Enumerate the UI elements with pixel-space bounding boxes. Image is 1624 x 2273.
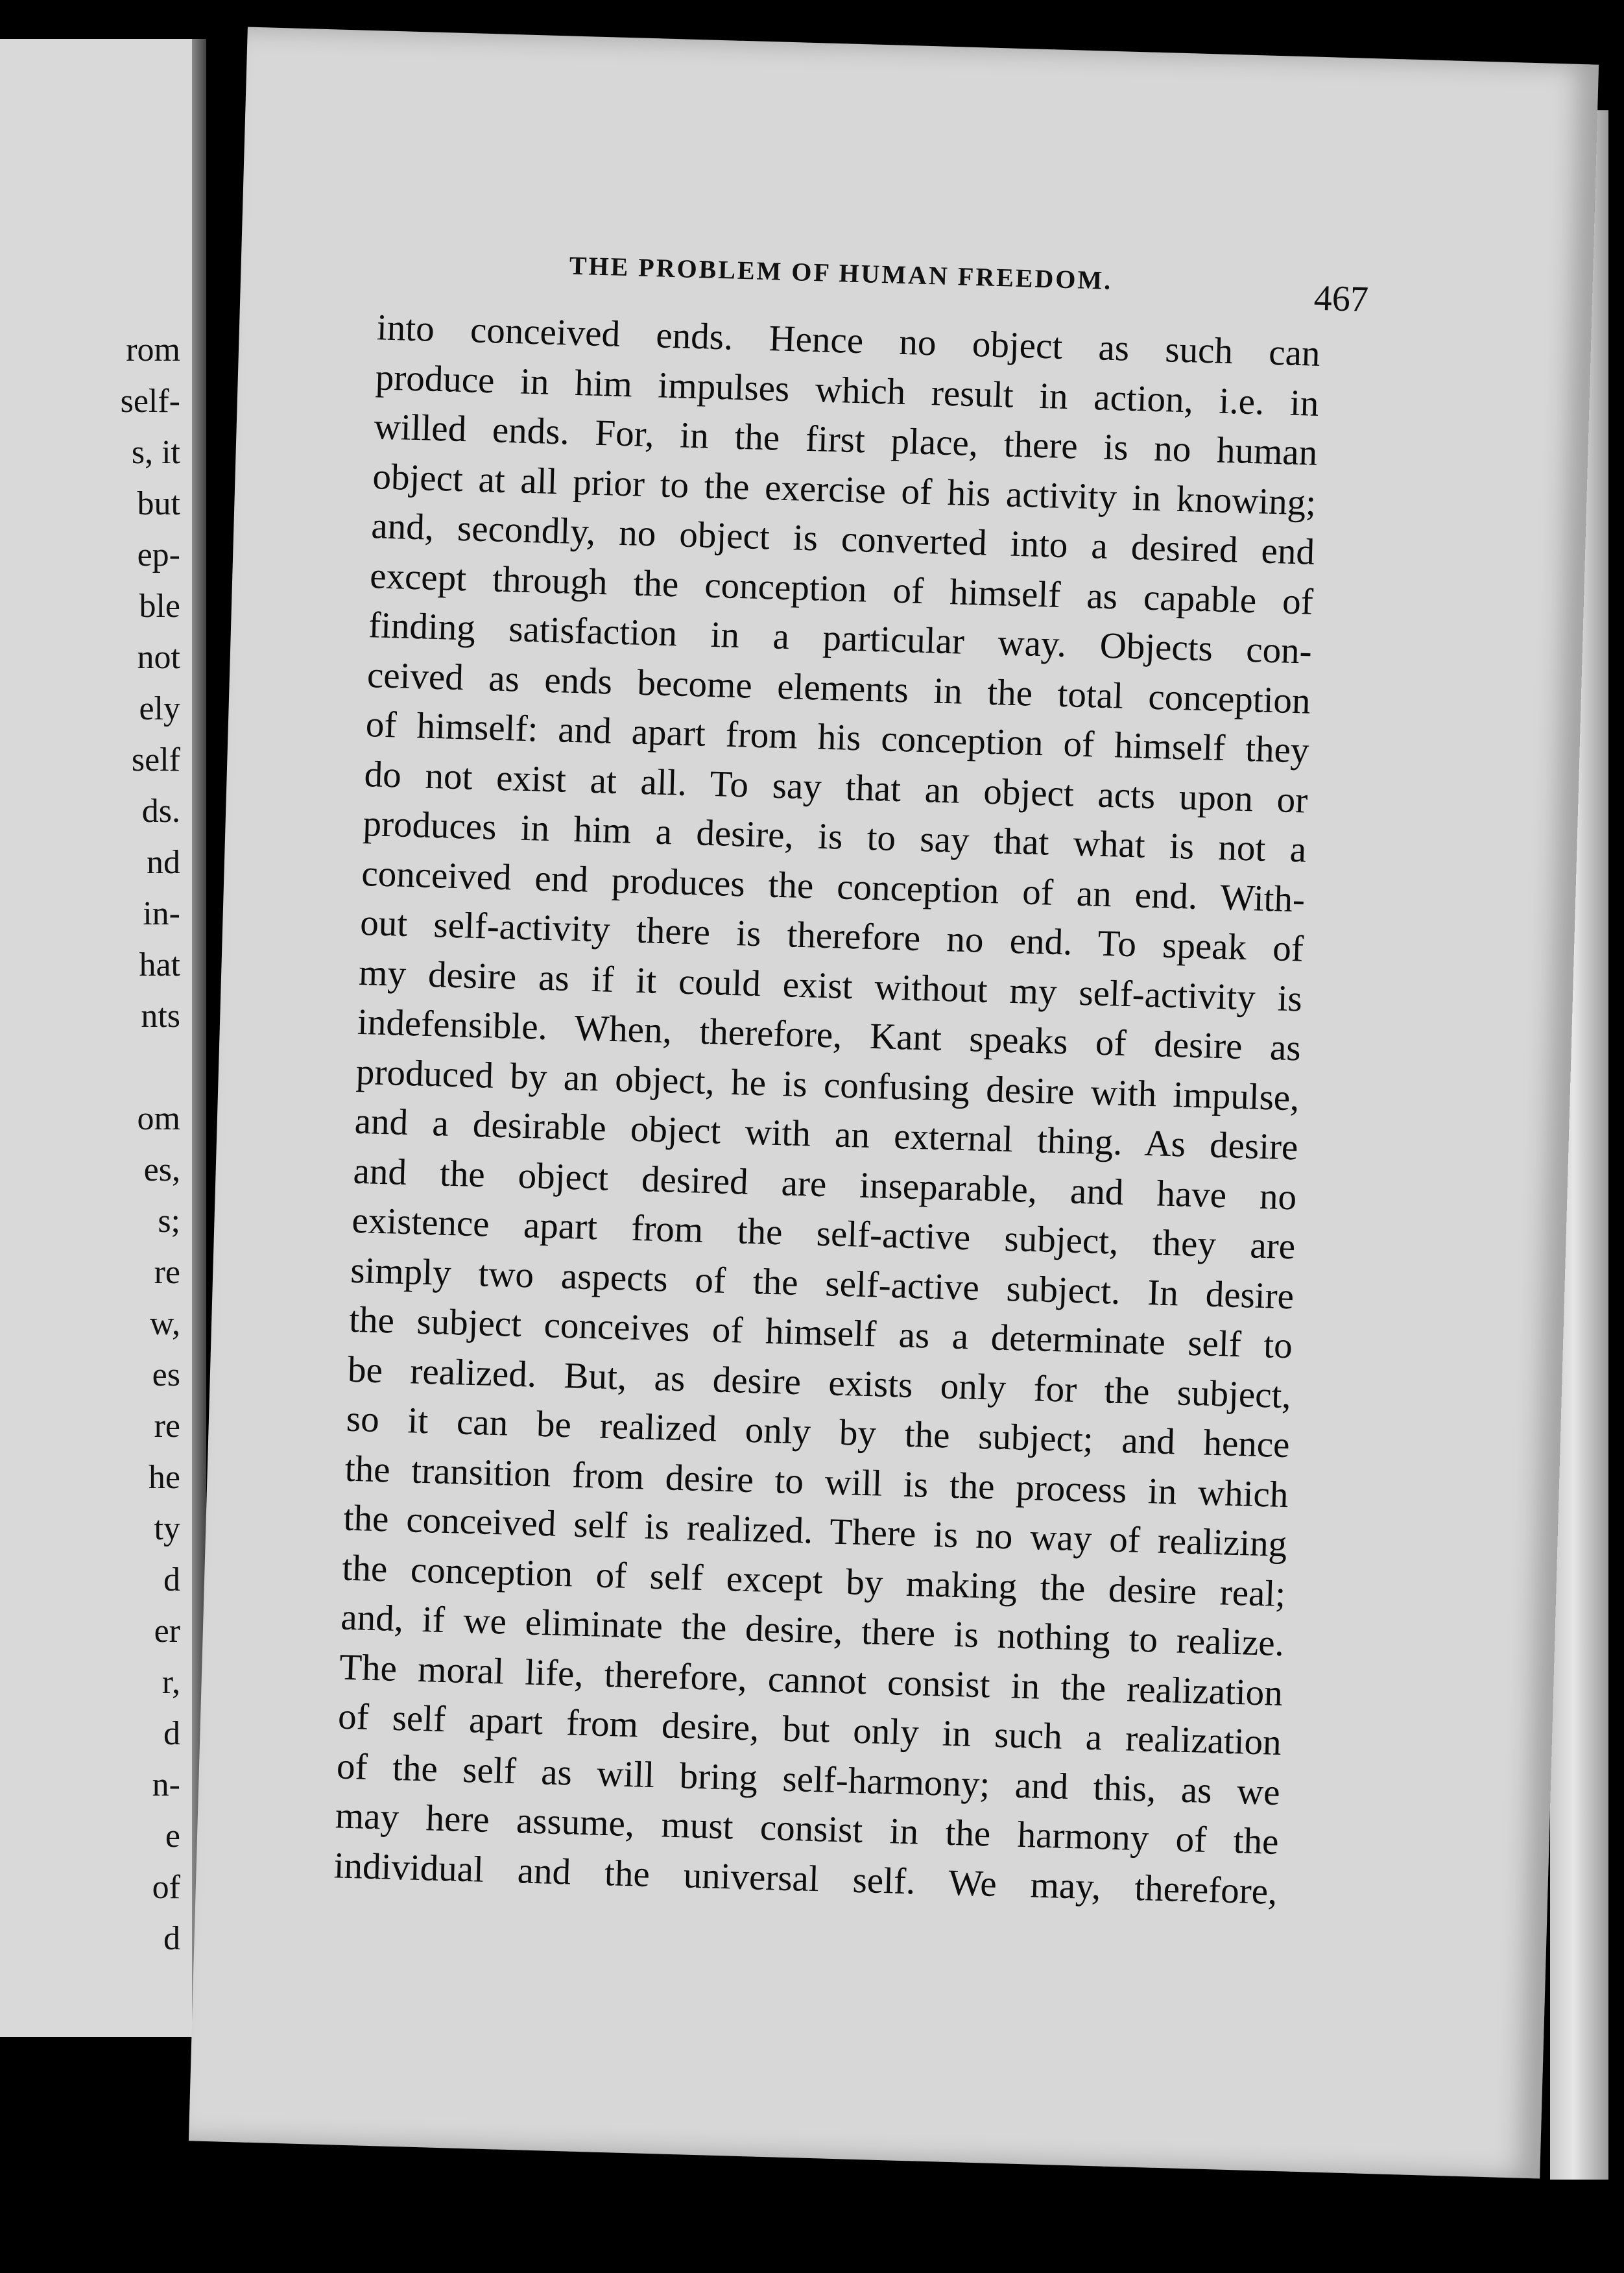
text-line: conceived end produces the conception of an end. With- (361, 852, 1306, 920)
text-line: the conceived self is realized. There is no way of realizing (342, 1497, 1288, 1565)
facing-page-fragment: es, (143, 1151, 180, 1188)
facing-page-fragment: nts (141, 998, 180, 1035)
text-line: the conception of self except by making the desire real; (341, 1547, 1286, 1615)
text-line: willed ends. For, in the first place, there is no human (373, 406, 1319, 474)
facing-page-fragment: r, (161, 1664, 180, 1701)
text-line: and, if we eliminate the desire, there is nothing to realize. (340, 1596, 1285, 1665)
text-line: except through the conception of himself as capable of (369, 555, 1314, 623)
text-line: and, secondly, no object is converted into a desired end (370, 505, 1315, 573)
facing-page-fragment: s, it (131, 434, 180, 471)
text-line: and a desirable object with an external thing. As desire (354, 1100, 1299, 1168)
text-line: object at all prior to the exercise of his activity in knowing; (372, 455, 1317, 523)
facing-page-fragment: e (165, 1818, 180, 1855)
text-line: of himself: and apart from his conception of himself they (365, 704, 1310, 771)
facing-page-fragment: om (137, 1100, 180, 1137)
text-line: of self apart from desire, but only in such a realization (337, 1696, 1282, 1764)
book-page (189, 27, 1599, 2179)
facing-page-fragment: ds. (141, 793, 180, 830)
facing-page-fragment: self- (120, 383, 180, 420)
text-line: ceived as ends become elements in the total conception (366, 654, 1311, 722)
text-line: produced by an object, he is confusing desire with impulse, (355, 1051, 1300, 1118)
page-body (333, 303, 1321, 1917)
text-line: indefensible. When, therefore, Kant speaks of desire as (357, 1001, 1302, 1069)
facing-page-fragment: in- (143, 895, 180, 932)
text-line: the transition from desire to will is the process in which (344, 1448, 1289, 1515)
text-line: into conceived ends. Hence no object as such can (376, 307, 1321, 374)
text-line: the subject conceives of himself as a determinate self to (348, 1299, 1293, 1367)
text-line: and the object desired are inseparable, and have no (352, 1150, 1298, 1218)
facing-page-fragment: he (148, 1459, 180, 1496)
facing-page-fragment: d (163, 1561, 180, 1598)
text-line: out self-activity there is therefore no end. To speak of (359, 902, 1304, 970)
text-line: produce in him impulses which result in action, i.e. in (375, 356, 1320, 424)
text-line: do not exist at all. To say that an object acts upon or (363, 753, 1309, 821)
facing-page-fragment (0, 1042, 195, 1093)
facing-page-fragment: hat (139, 946, 180, 983)
page-number: 467 (1313, 278, 1369, 320)
running-head: THE PROBLEM OF HUMAN FREEDOM. (569, 250, 1113, 295)
text-line: individual and the universal self. We may, therefore, (333, 1844, 1278, 1912)
facing-page-fragment: not (137, 639, 180, 676)
facing-page-fragment: ty (154, 1510, 180, 1547)
facing-page-fragment: re (154, 1408, 180, 1445)
text-line: simply two aspects of the self-active subject. In desire (350, 1249, 1295, 1317)
text-line: produces in him a desire, is to say that what is not a (362, 802, 1308, 871)
text-line: my desire as if it could exist without my self-activity is (358, 952, 1303, 1020)
facing-page-text (0, 324, 195, 1964)
facing-page-fragment: re (154, 1254, 180, 1291)
facing-page-fragment: es (152, 1356, 180, 1393)
text-line: The moral life, therefore, cannot consist in the realization (339, 1646, 1284, 1714)
facing-page-fragment: of (152, 1869, 180, 1906)
text-line: so it can be realized only by the subject; and hence (346, 1398, 1291, 1466)
facing-page-fragment: ep- (137, 536, 180, 573)
facing-page-fragment: n- (152, 1766, 180, 1803)
text-line: be realized. But, as desire exists only for the subject, (347, 1349, 1292, 1416)
facing-page-fragment: s; (158, 1203, 180, 1240)
facing-page-fragment: ely (139, 690, 180, 727)
text-line: may here assume, must consist in the harmony of the (335, 1795, 1280, 1863)
facing-page-fragment: er (154, 1613, 180, 1650)
text-line: existence apart from the self-active subject, they are (351, 1199, 1296, 1268)
facing-page-fragment: d (163, 1715, 180, 1752)
facing-page-fragment: d (163, 1920, 180, 1957)
facing-page-fragment: rom (126, 331, 180, 368)
facing-page-fragment: self (131, 741, 180, 778)
text-line: finding satisfaction in a particular way. Objects con- (368, 605, 1313, 672)
text-line: of the self as will bring self-harmony; and this, as we (336, 1745, 1281, 1813)
facing-page (0, 39, 208, 2037)
facing-page-fragment: w, (149, 1305, 180, 1342)
facing-page-fragment: nd (147, 844, 180, 881)
facing-page-fragment: ble (139, 588, 180, 625)
facing-page-fragment: but (137, 485, 180, 522)
